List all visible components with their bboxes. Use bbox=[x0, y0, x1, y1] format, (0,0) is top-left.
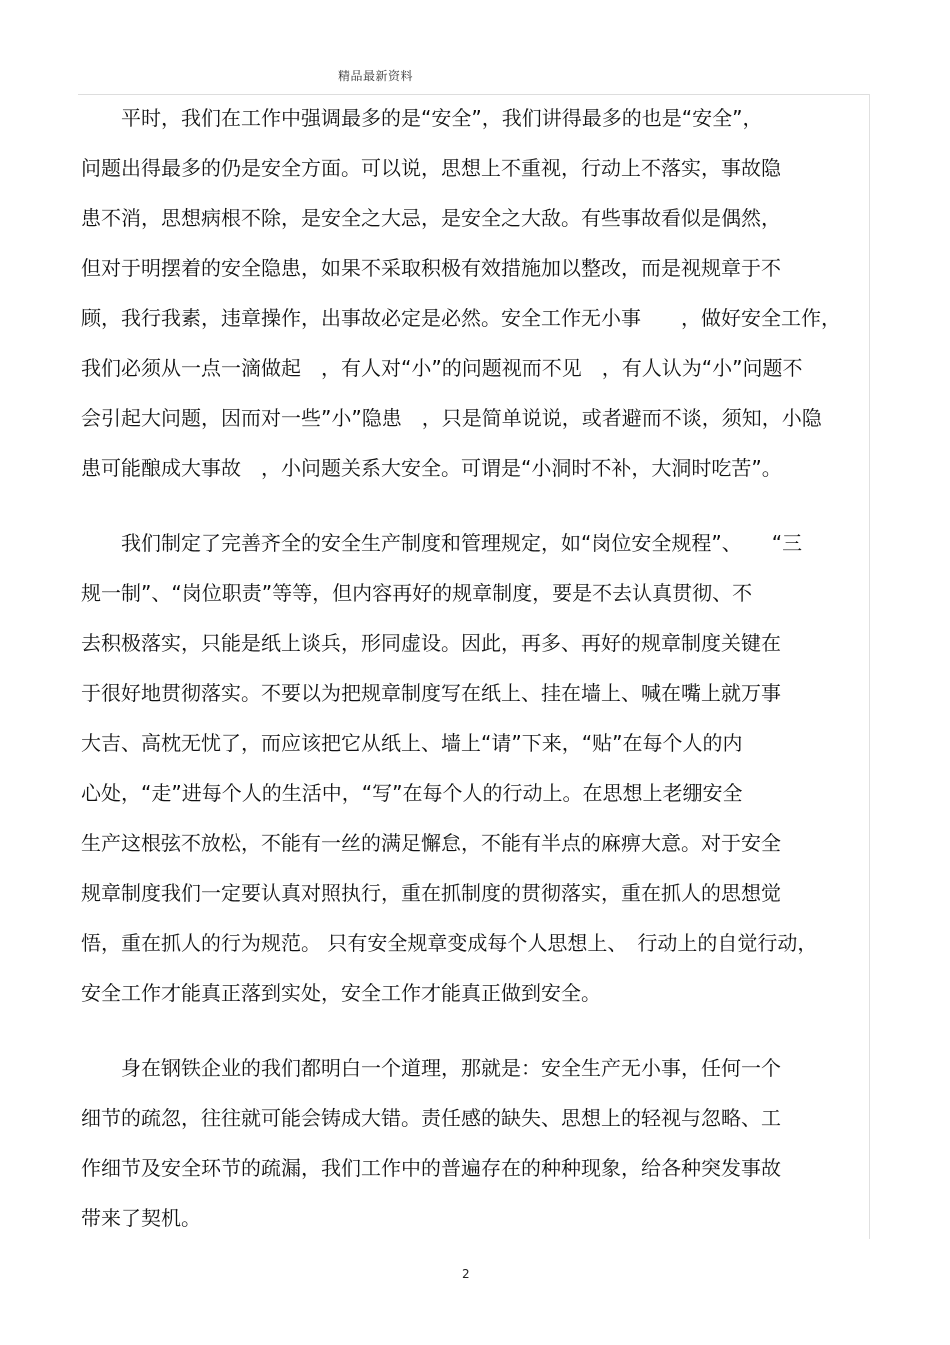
paragraph-line: 身在钢铁企业的我们都明白一个道理，那就是：安全生产无小事，任何一个 bbox=[121, 1056, 781, 1080]
paragraph-line: 去积极落实，只能是纸上谈兵，形同虚设。因此，再多、再好的规章制度关键在 bbox=[81, 631, 781, 655]
paragraph-line: 生产这根弦不放松，不能有一丝的满足懈怠，不能有半点的麻痹大意。对于安全 bbox=[81, 831, 781, 855]
paragraph-line: 于很好地贯彻落实。不要以为把规章制度写在纸上、挂在墙上、喊在嘴上就万事 bbox=[81, 681, 781, 705]
paragraph-line: 作细节及安全环节的疏漏，我们工作中的普遍存在的种种现象，给各种突发事故 bbox=[81, 1156, 781, 1180]
paragraph-line: 大吉、高枕无忧了，而应该把它从纸上、墙上“请”下来，“贴”在每个人的内 bbox=[81, 731, 743, 755]
paragraph-line: 我们制定了完善齐全的安全生产制度和管理规定，如“岗位安全规程”、 “三 bbox=[121, 531, 803, 555]
paragraph-line: 患不消，思想病根不除，是安全之大忌，是安全之大敌。有些事故看似是偶然， bbox=[81, 206, 781, 230]
paragraph-line: 平时，我们在工作中强调最多的是“安全”，我们讲得最多的也是“安全”， bbox=[121, 106, 763, 130]
paragraph-line: 带来了契机。 bbox=[81, 1206, 201, 1230]
paragraph-line: 规章制度我们一定要认真对照执行，重在抓制度的贯彻落实，重在抓人的思想觉 bbox=[81, 881, 781, 905]
paragraph-line: 顾，我行我素，违章操作，出事故必定是必然。安全工作无小事 ，做好安全工作， bbox=[81, 306, 841, 330]
paragraph-line: 规一制”、“岗位职责”等等，但内容再好的规章制度，要是不去认真贯彻、不 bbox=[81, 581, 753, 605]
right-margin-rule bbox=[869, 94, 870, 1239]
header-label: 精品最新资料 bbox=[338, 69, 414, 83]
paragraph-line: 问题出得最多的仍是安全方面。可以说，思想上不重视，行动上不落实，事故隐 bbox=[81, 156, 781, 180]
paragraph-line: 细节的疏忽，往往就可能会铸成大错。责任感的缺失、思想上的轻视与忽略、工 bbox=[81, 1106, 781, 1130]
paragraph-line: 会引起大问题，因而对一些”小”隐患 ，只是简单说说，或者避而不谈，须知，小隐 bbox=[81, 406, 822, 430]
paragraph-line: 我们必须从一点一滴做起 ，有人对“小”的问题视而不见 ，有人认为“小”问题不 bbox=[81, 356, 803, 380]
paragraph-line: 悟，重在抓人的行为规范。 只有安全规章变成每个人思想上、 行动上的自觉行动， bbox=[81, 931, 818, 955]
paragraph-line: 心处，“走”进每个人的生活中，“写”在每个人的行动上。在思想上老绷安全 bbox=[81, 781, 743, 805]
paragraph-line: 患可能酿成大事故 ，小问题关系大安全。可谓是“小洞时不补，大洞时吃苦”。 bbox=[81, 456, 782, 480]
header-rule bbox=[78, 94, 870, 95]
paragraph-line: 安全工作才能真正落到实处，安全工作才能真正做到安全。 bbox=[81, 981, 601, 1005]
paragraph-line: 但对于明摆着的安全隐患，如果不采取积极有效措施加以整改，而是视规章于不 bbox=[81, 256, 781, 280]
page-number: 2 bbox=[462, 1267, 470, 1281]
